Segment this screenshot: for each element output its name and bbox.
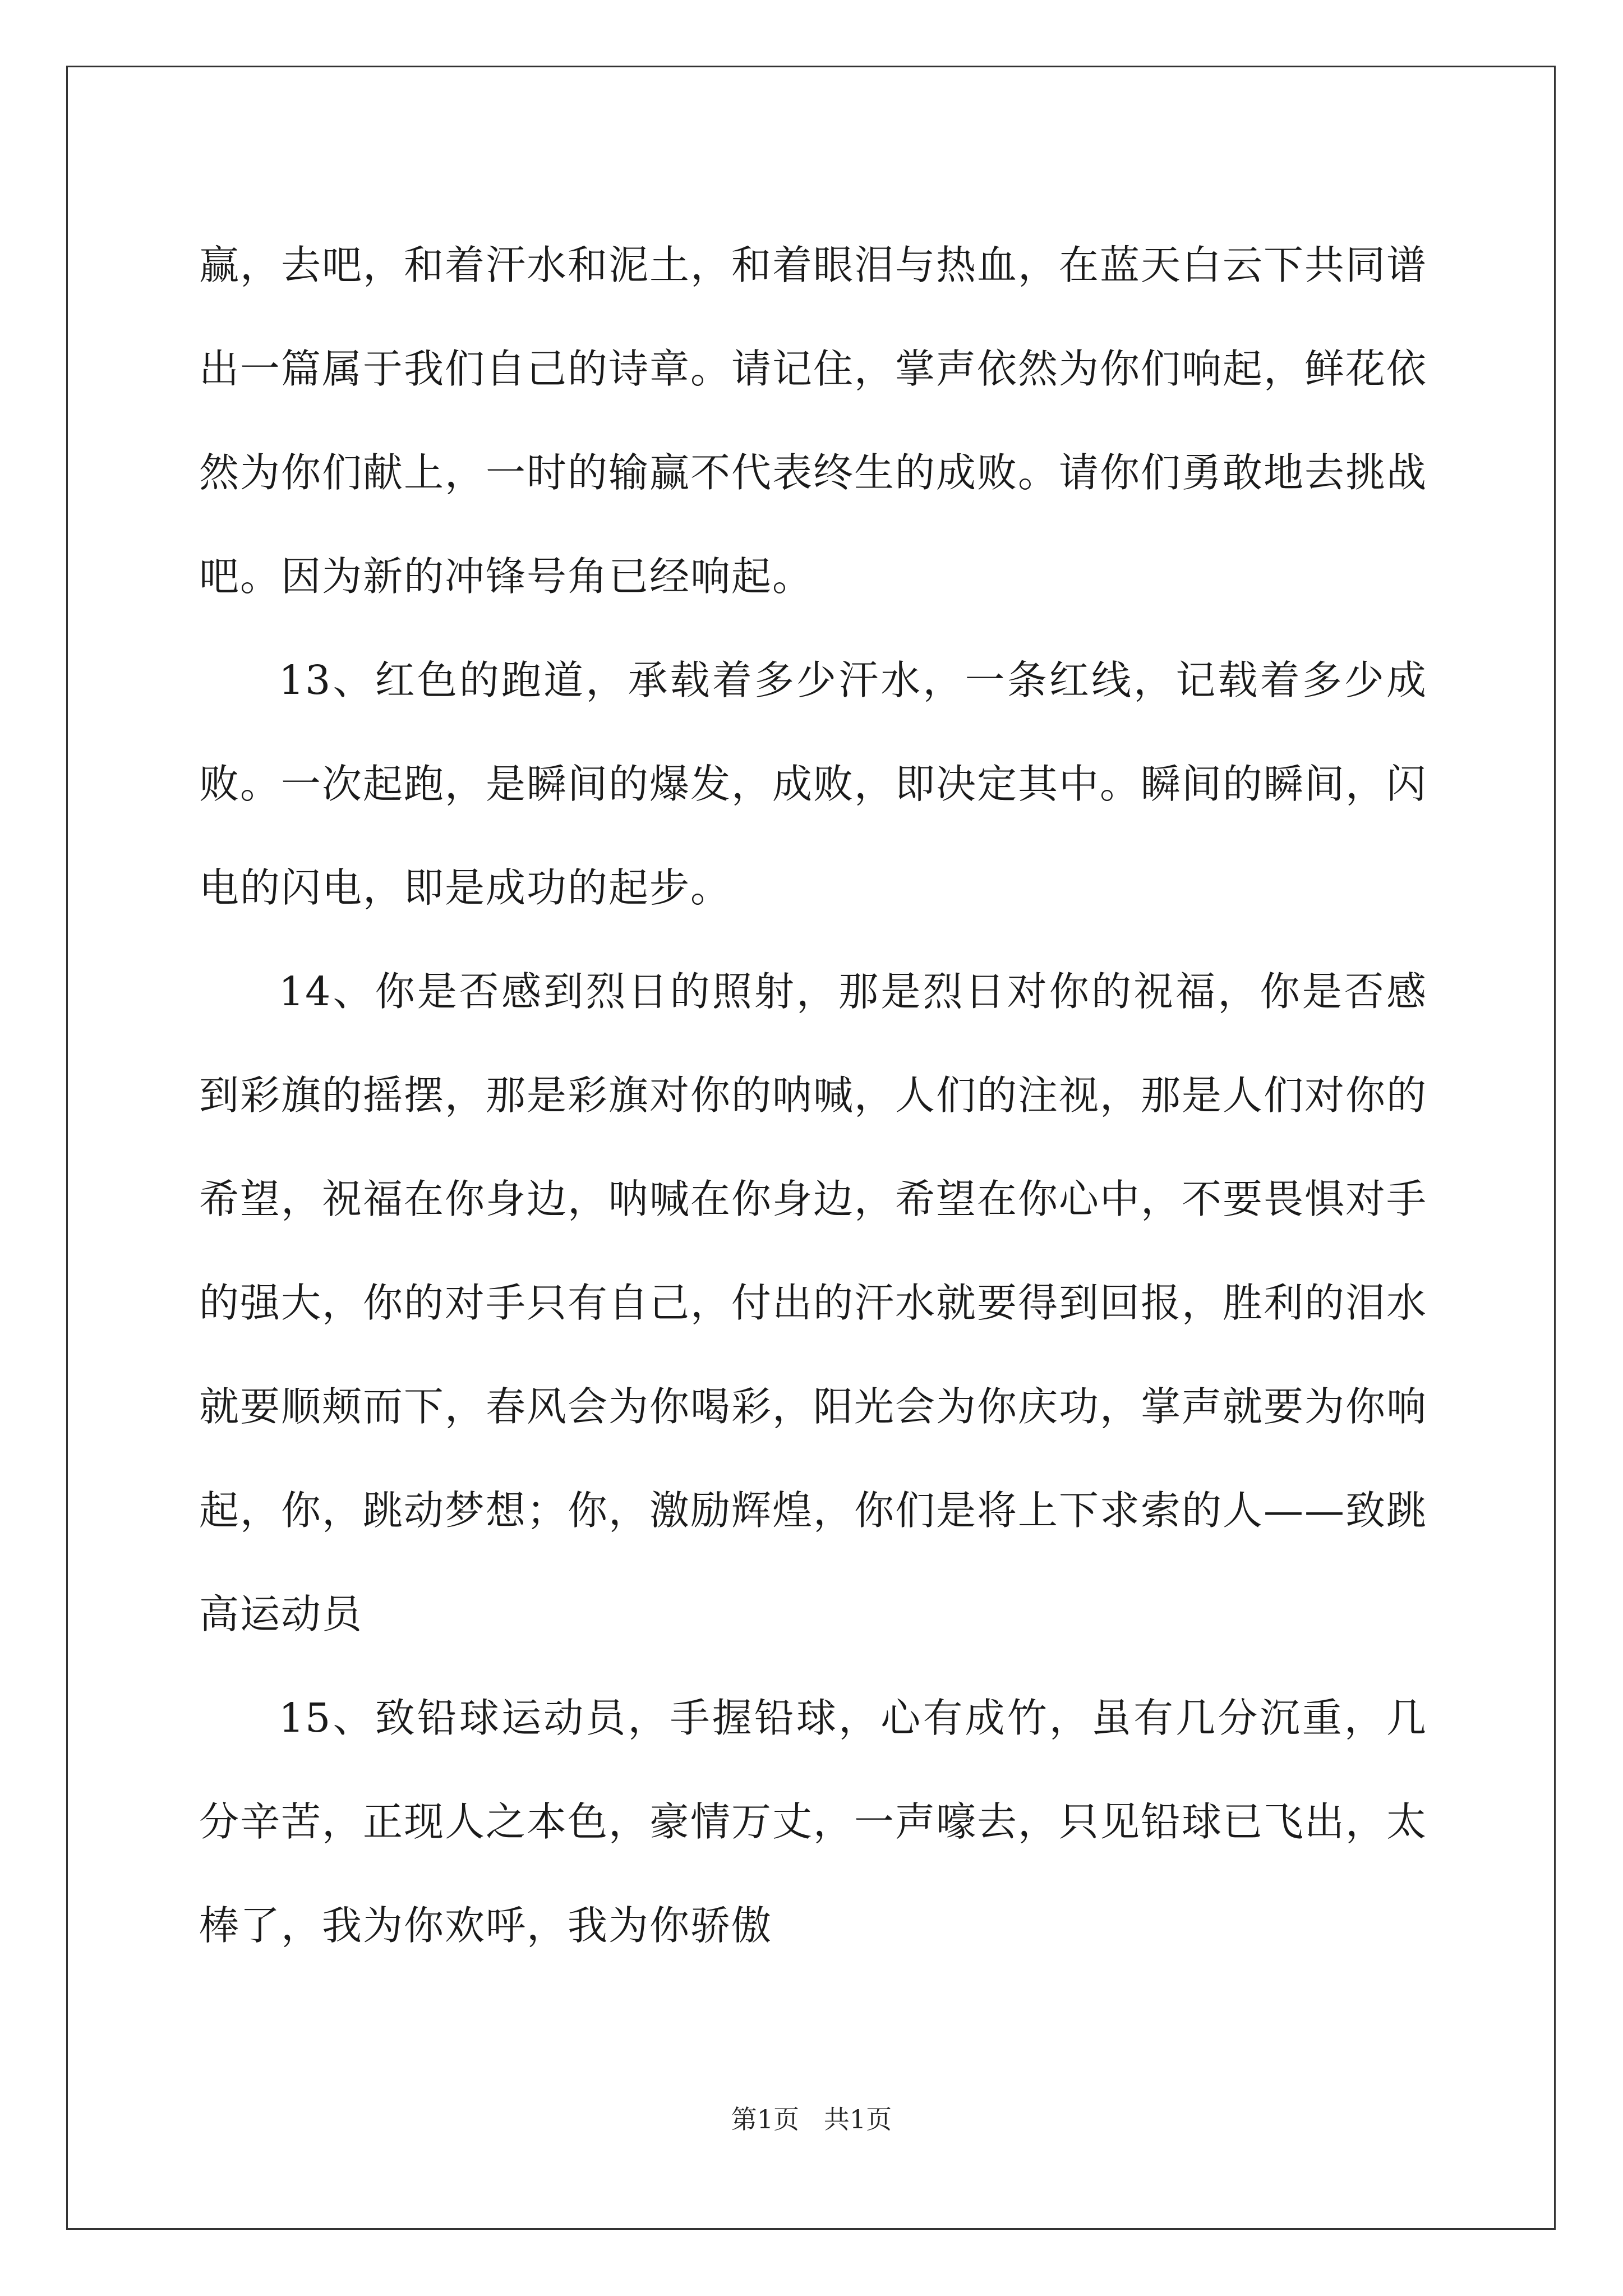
document-body — [199, 213, 1427, 1977]
paragraph-15: 15、致铅球运动员，手握铅球，心有成竹，虽有几分沉重，几分辛苦，正现人之本色，豪情万丈，一声嚎去，只见铅球已飞出，太棒了，我为你欢呼，我为你骄傲 — [199, 1695, 1428, 1949]
paragraph-continued: 赢，去吧，和着汗水和泥土，和着眼泪与热血，在蓝天白云下共同谱出一篇属于我们自己的诗章。请记住，掌声依然为你们响起，鲜花依然为你们献上，一时的输赢不代表终生的成败。请你们勇敢地去挑战吧。因为新的冲锋号角已经响起。 — [199, 242, 1428, 600]
page-footer: 第1页 共1页 — [731, 2104, 892, 2134]
paragraph-14: 14、你是否感到烈日的照射，那是烈日对你的祝福，你是否感到彩旗的摇摆，那是彩旗对你的呐喊，人们的注视，那是人们对你的希望，祝福在你身边，呐喊在你身边，希望在你心中，不要畏惧对手的强大，你的对手只有自己，付出的汗水就要得到回报，胜利的泪水就要顺颊而下，春风会为你喝彩，阳光会为你庆功，掌声就要为你响起，你，跳动梦想；你，激励辉煌，你们是将上下求索的人——致跳高运动员 — [199, 968, 1428, 1637]
paragraph-13: 13、红色的跑道，承载着多少汗水，一条红线，记载着多少成败。一次起跑，是瞬间的爆发，成败，即决定其中。瞬间的瞬间，闪电的闪电，即是成功的起步。 — [199, 657, 1428, 911]
